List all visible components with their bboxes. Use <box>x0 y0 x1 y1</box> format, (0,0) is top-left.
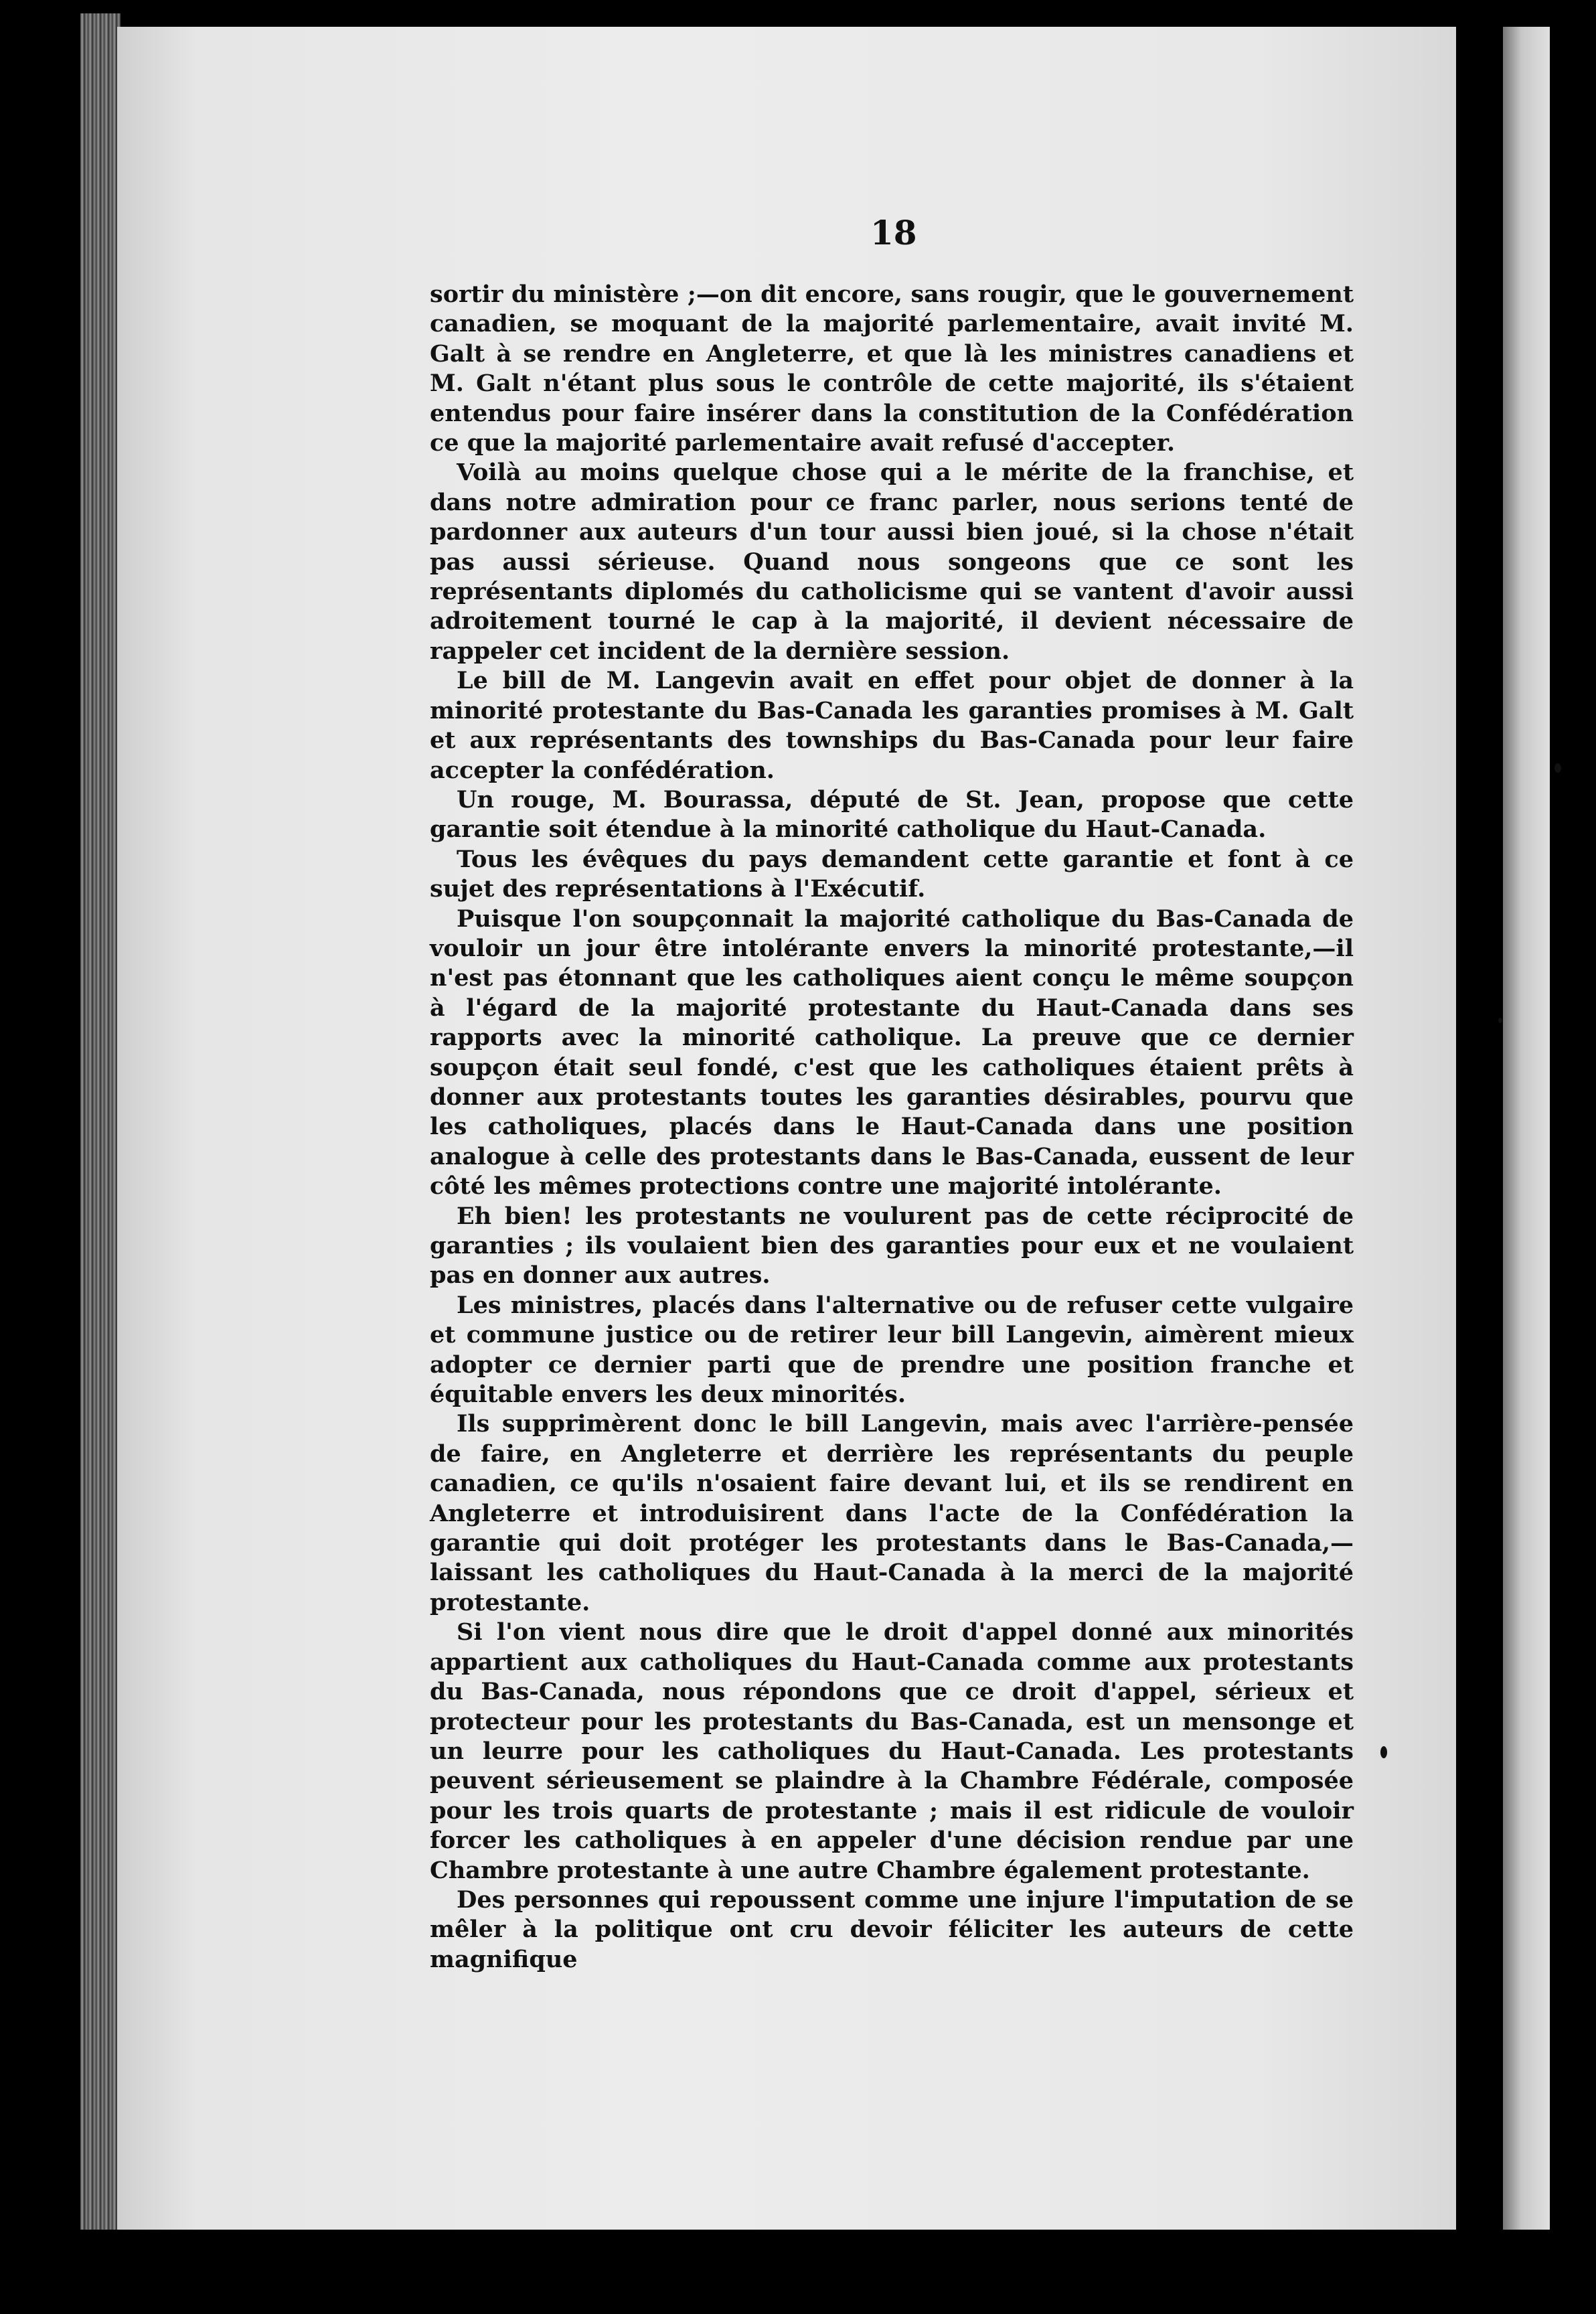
paragraph: Tous les évêques du pays demandent cette garantie et font à ce sujet des représentations à l'Exécutif. <box>430 845 1354 903</box>
body-text <box>430 280 1354 1975</box>
facing-page-edge <box>1503 27 1550 2230</box>
ink-speck <box>1554 763 1561 773</box>
paragraph: Des personnes qui repoussent comme une injure l'imputation de se mêler à la politique ont cru devoir féliciter les auteurs de cette magnifique <box>430 1885 1354 1973</box>
paragraph: Puisque l'on soupçonnait la majorité catholique du Bas-Canada de vouloir un jour être intolérante envers la minorité protestante,—il n'est pas étonnant que les catholiques aient conçu le même soupçon à l'égard de la majorité protestante du Haut-Canada dans ses rapports avec la minorité catholique. La preuve que ce dernier soupçon était seul fondé, c'est que les catholiques étaient prêts à donner aux protestants toutes les garanties désirables, pourvu que les catholiques, placés dans le Haut-Canada dans une position analogue à celle des protestants dans le Bas-Canada, eussent de leur côté les mêmes protections contre une majorité intolérante. <box>430 905 1354 1201</box>
ink-speck <box>1498 1018 1502 1023</box>
paragraph: Le bill de M. Langevin avait en effet pour objet de donner à la minorité protestante du Bas-Canada les garanties promises à M. Galt et aux représentants des townships du Bas-Canada pour leur faire accepter la confédération. <box>430 667 1354 784</box>
paragraph: Voilà au moins quelque chose qui a le mérite de la franchise, et dans notre admiration pour ce franc parler, nous serions tenté de pardonner aux auteurs d'un tour aussi bien joué, si la chose n'était pas aussi sérieuse. Quand nous songeons que ce sont les représentants diplomés du catholicisme qui se vantent d'avoir aussi adroitement tourné le cap à la majorité, il devient nécessaire de rappeler cet incident de la dernière session. <box>430 459 1354 665</box>
paragraph: Eh bien! les protestants ne voulurent pas de cette réciprocité de garanties ; ils voulaient bien des garanties pour eux et ne voulaient pas en donner aux autres. <box>430 1202 1354 1290</box>
paragraph: Un rouge, M. Bourassa, député de St. Jean, propose que cette garantie soit étendue à la minorité catholique du Haut-Canada. <box>430 785 1354 844</box>
paragraph: Les ministres, placés dans l'alternative ou de refuser cette vulgaire et commune justice ou de retirer leur bill Langevin, aimèrent mieux adopter ce dernier parti que de prendre une position franche et équitable envers les deux minorités. <box>430 1291 1354 1409</box>
paragraph: Ils supprimèrent donc le bill Langevin, mais avec l'arrière-pensée de faire, en Angleterre et derrière les représentants du peuple canadien, ce qu'ils n'osaient faire devant lui, et ils se rendirent en Angleterre et introduisirent dans l'acte de la Confédération la garantie qui doit protéger les protestants dans le Bas-Canada,—laissant les catholiques du Haut-Canada à la merci de la majorité protestante. <box>430 1410 1354 1616</box>
ink-speck <box>1380 1746 1387 1758</box>
paragraph: sortir du ministère ;—on dit encore, sans rougir, que le gouvernement canadien, se moquant de la majorité parlementaire, avait invité M. Galt à se rendre en Angleterre, et que là les ministres canadiens et M. Galt n'étant plus sous le contrôle de cette majorité, ils s'étaient entendus pour faire insérer dans la constitution de la Confédération ce que la majorité parlementaire avait refusé d'accepter. <box>430 281 1354 457</box>
gutter-shadow <box>1459 27 1503 2230</box>
paragraph: Si l'on vient nous dire que le droit d'appel donné aux minorités appartient aux catholiques du Haut-Canada comme aux protestants du Bas-Canada, nous répondons que ce droit d'appel, sérieux et protecteur pour les protestants du Bas-Canada, est un mensonge et un leurre pour les catholiques du Haut-Canada. Les protestants peuvent sérieusement se plaindre à la Chambre Fédérale, composée pour les trois quarts de protestante ; mais il est ridicule de vouloir forcer les catholiques à en appeler d'une décision rendue par une Chambre protestante à une autre Chambre également protestante. <box>430 1618 1354 1884</box>
book-page-edges <box>80 13 121 2230</box>
page-number: 18 <box>870 213 917 252</box>
